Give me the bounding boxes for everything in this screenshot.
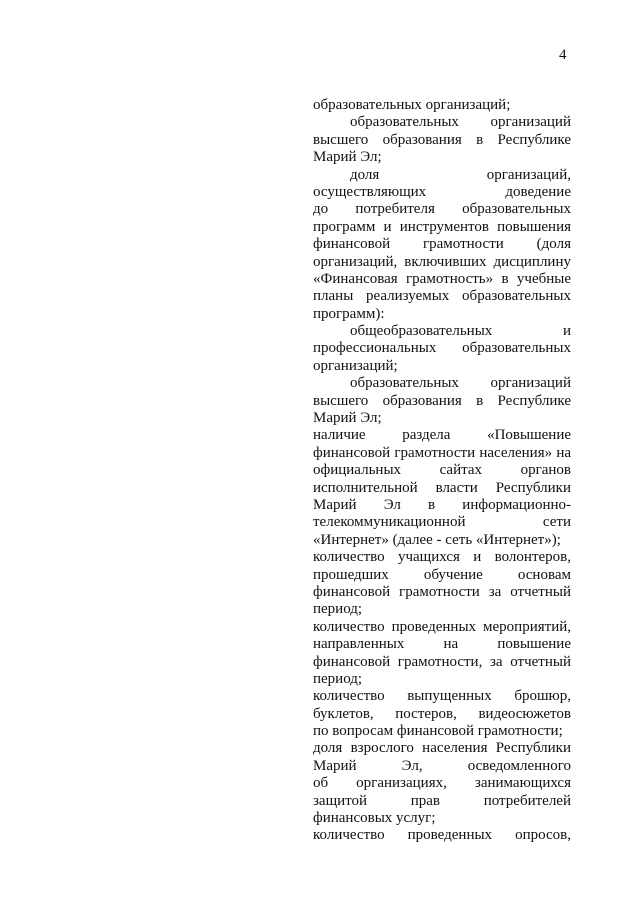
text-line: программ): xyxy=(313,305,385,322)
text-line: количество проведенных опросов, xyxy=(313,827,571,844)
text-line: период; xyxy=(313,670,363,687)
text-line: об организациях, занимающихся xyxy=(313,775,571,792)
text-line: осуществляющих доведение xyxy=(313,183,571,200)
text-line: защитой прав потребителей xyxy=(313,792,571,809)
text-line: наличие раздела «Повышение xyxy=(313,427,571,444)
text-line: финансовых услуг; xyxy=(313,810,436,827)
text-line: профессиональных образовательных xyxy=(313,340,571,357)
page-number: 4 xyxy=(559,47,567,63)
text-line: телекоммуникационной сети xyxy=(313,514,571,531)
text-line: доля взрослого населения Республики xyxy=(313,740,571,757)
text-line: программ и инструментов повышения xyxy=(313,218,571,235)
text-line: высшего образования в Республике xyxy=(313,131,571,148)
text-line: период; xyxy=(313,601,363,618)
text-line: финансовой грамотности за отчетный xyxy=(313,583,571,600)
text-line: образовательных организаций xyxy=(350,375,571,392)
text-line: организаций; xyxy=(313,357,398,374)
text-line: Марий Эл в информационно- xyxy=(313,496,571,513)
text-line: направленных на повышение xyxy=(313,636,571,653)
text-line: образовательных организаций xyxy=(350,114,571,131)
text-line: количество выпущенных брошюр, xyxy=(313,688,571,705)
text-line: по вопросам финансовой грамотности; xyxy=(313,723,563,740)
text-line: до потребителя образовательных xyxy=(313,201,571,218)
text-line: общеобразовательных и xyxy=(350,323,571,340)
text-line: образовательных организаций; xyxy=(313,97,511,113)
text-line: количество учащихся и волонтеров, xyxy=(313,549,571,566)
text-line: прошедших обучение основам xyxy=(313,566,571,583)
text-line: Марий Эл, осведомленного xyxy=(313,757,571,774)
text-line: доля организаций, xyxy=(350,166,571,183)
text-line: Марий Эл; xyxy=(313,410,382,427)
text-line: Марий Эл; xyxy=(313,149,382,166)
text-line: количество проведенных мероприятий, xyxy=(313,618,571,635)
text-line: финансовой грамотности населения» на xyxy=(313,444,571,461)
text-line: финансовой грамотности, за отчетный xyxy=(313,653,571,670)
text-line: буклетов, постеров, видеосюжетов xyxy=(313,705,571,722)
text-line: планы реализуемых образовательных xyxy=(313,288,571,305)
text-line: «Интернет» (далее - сеть «Интернет»); xyxy=(313,531,561,548)
text-line: исполнительной власти Республики xyxy=(313,479,571,496)
document-body xyxy=(313,97,571,845)
text-line: высшего образования в Республике xyxy=(313,392,571,409)
text-line: финансовой грамотности (доля xyxy=(313,236,571,253)
text-line: «Финансовая грамотность» в учебные xyxy=(313,270,571,287)
text-line: официальных сайтах органов xyxy=(313,462,571,479)
text-line: организаций, включивших дисциплину xyxy=(313,253,571,270)
